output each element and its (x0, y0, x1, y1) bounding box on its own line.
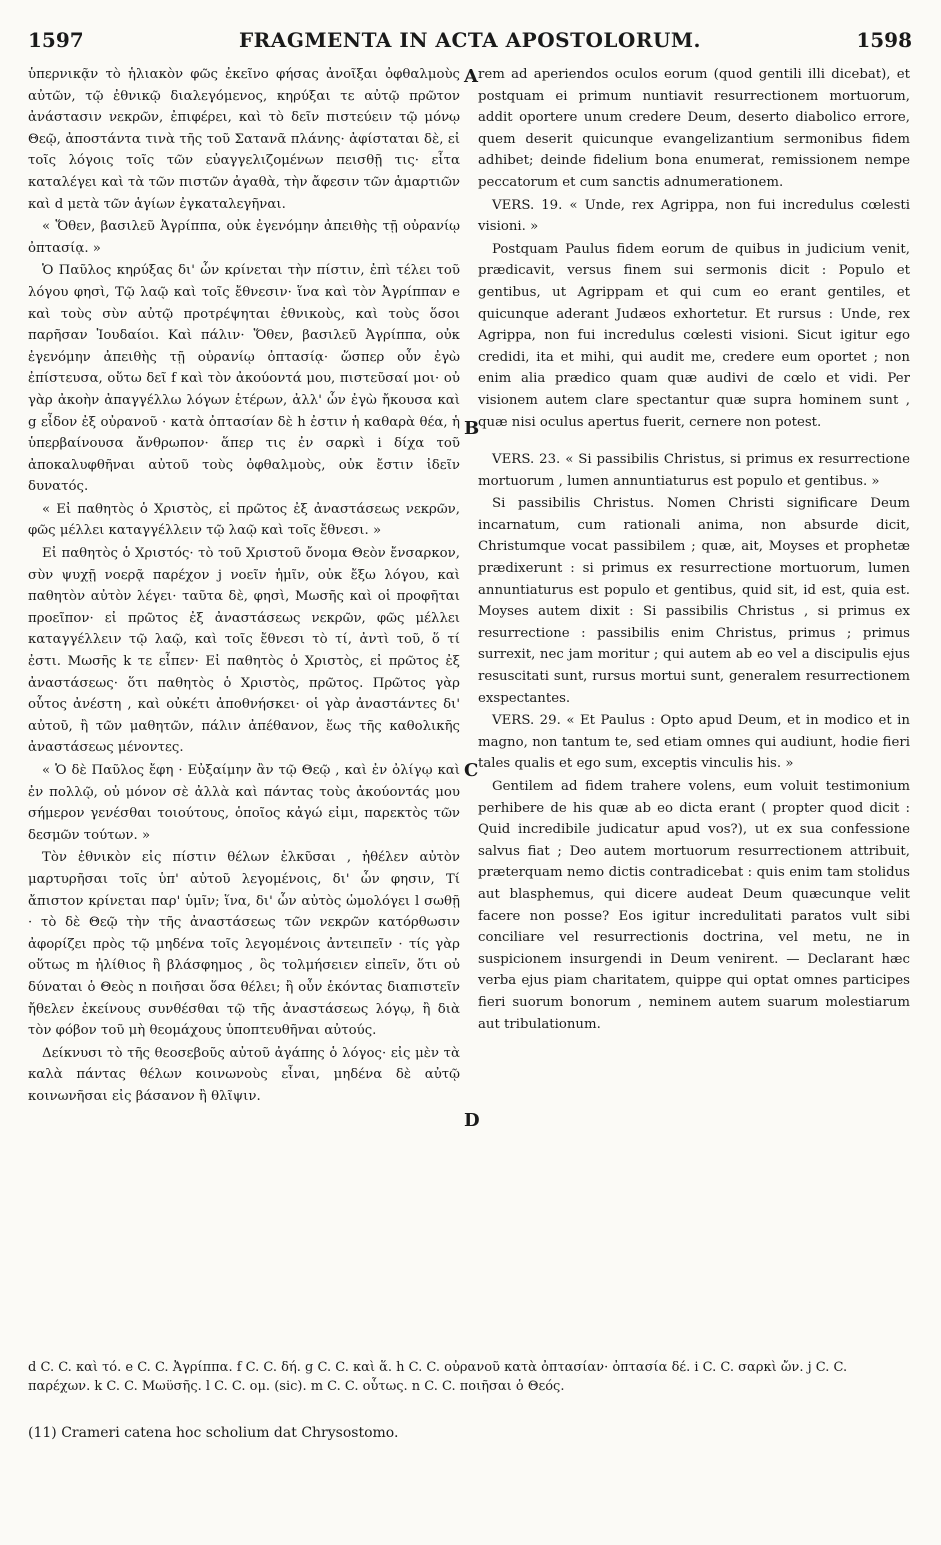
page-header (28, 28, 912, 58)
latin-paragraph: Postquam Paulus fidem eorum de quibus in judicium venit, prædicavit, versus finem sui sermonis dicit : Populo et gentibus, ut Agrippam et qui cum eo erant gentiles, et quicunque aderant Judæos exhortetur. Et rursus : Unde, rex Agrippa, non fui incredulus cœlesti visioni. Sicut igitur ego credidi, ita et mihi, qui audit me, credere eum oportet ; non enim alia prædico quam quæ audivi de cœlo et vidi. Per visionem autem clare spectantur quæ supra hominem sunt , quæ nisi oculus apertus fuerit, cernere non potest. (478, 241, 910, 430)
footnotes: d C. C. καὶ τό. e C. C. Ἀγρίππα. f C. C. δή. g C. C. καὶ ἅ. h C. C. οὐρανοῦ κατὰ ὀπτασίαν· ὀπτασία δέ. i C. C. σαρκὶ ὤν. j C. C. παρέχων. k C. C. Μωϋσῆς. l C. C. ομ. (sic). m C. C. οὗτως. n C. C. ποιῆσαι ὁ Θεός. (28, 1360, 848, 1394)
greek-paragraph: Εἰ παθητὸς ὁ Χριστός· τὸ τοῦ Χριστοῦ ὄνομα Θεὸν ἔνσαρκον, σὺν ψυχῇ νοερᾷ παρέχον j νοεῖν ἡμῖν, οὐκ ἔξω λόγου, καὶ παθητὸν αὐτὸν λέγει· ταῦτα δὲ, φησὶ, Μωσῆς καὶ οἱ προφῆται προεῖπον· εἰ πρῶτος ἐξ ἀναστάσεως νεκρῶν, φῶς μέλλει καταγγέλλειν τῷ λαῷ, καὶ τοῖς ἔθνεσι τὸ τί, ἀντὶ τοῦ, ὅ τί ἐστι. Μωσῆς k τε εἶπεν· Εἰ παθητὸς ὁ Χριστὸς, εἰ πρῶτος ἐξ ἀναστάσεως· ὅτι παθητὸς ὁ Χριστὸς, πρῶτος. Πρῶτος γὰρ οὗτος ἀνέστη , καὶ οὐκέτι ἀποθνήσκει· οἱ γὰρ ἀναστάντες δι' αὐτοῦ, ἢ τῶν μαθητῶν, πάλιν ἀπέθανον, ἕως τῆς καθολικῆς ἀναστάσεως μένοντες. (28, 546, 460, 756)
greek-quote: « Ὅθεν, βασιλεῦ Ἀγρίππα, οὐκ ἐγενόμην ἀπειθὴς τῇ οὐρανίῳ ὀπτασίᾳ. » (28, 219, 460, 256)
greek-paragraph: Δείκνυσι τὸ τῆς θεοσεβοῦς αὐτοῦ ἀγάπης ὁ λόγος· εἰς μὲν τὰ καλὰ πάντας θέλων κοινωνοὺς εἶναι, μηδένα δὲ αὐτῷ κοινωνῆσαι εἰς βάσανον ἢ θλῖψιν. (28, 1045, 460, 1104)
left-page-number: 1597 (28, 28, 84, 52)
bottom-note: (11) Crameri catena hoc scholium dat Chrysostomo. (28, 1425, 399, 1441)
latin-verse-heading: VERS. 23. « Si passibilis Christus, si primus ex resurrectione mortuorum , lumen annuntiaturus est populo et gentibus. » (478, 452, 910, 489)
running-title: FRAGMENTA IN ACTA APOSTOLORUM. (238, 28, 702, 52)
greek-quote: « Ὁ δὲ Παῦλος ἔφη · Εὐξαίμην ἂν τῷ Θεῷ , καὶ ἐν ὀλίγῳ καὶ ἐν πολλῷ, οὐ μόνον σὲ ἀλλὰ καὶ πάντας τοὺς ἀκούοντάς μου σήμερον γενέσθαι τοιούτους, ὁποῖος κἀγώ εἰμι, παρεκτὸς τῶν δεσμῶν τούτων. » (28, 763, 460, 843)
latin-paragraph: rem ad aperiendos oculos eorum (quod gentili illi dicebat), et postquam ei primum nuntiavit resurrectionem mortuorum, addit oportere unum credere Deum, deserto diabolico errore, quem deserit quicunque evangelizantium sermonibus fidem adhibet; deinde fidelium bona enumerat, remissionem nempe peccatorum et cum sanctis adnumerationem. (478, 67, 910, 190)
greek-paragraph: ὑπερνικᾷν τὸ ἡλιακὸν φῶς ἐκεῖνο φήσας ἀνοῖξαι ὀφθαλμοὺς αὐτῶν, τῷ ἐθνικῷ διαλεγόμενος, κηρύξαι τε αὐτῷ πρῶτον ἀνάστασιν νεκρῶν, ἐπιφέρει, καὶ τὸ δεῖν πιστεύειν τῷ μόνῳ Θεῷ, ἀποστάντα τινὰ τῆς τοῦ Σατανᾶ πλάνης· ἀφίσταται δὲ, εἰ τοῖς λόγοις τοῖς τῶν εὐαγγελιζομένων πεισθῇ τις· εἶτα καταλέγει καὶ τὰ τῶν πιστῶν ἀγαθὰ, τὴν ἄφεσιν τῶν ἁμαρτιῶν καὶ d μετὰ τῶν ἁγίων ἐγκαταλεγῆναι. (28, 67, 460, 212)
latin-column (478, 64, 910, 1036)
right-page-number: 1598 (856, 28, 912, 52)
column-marker-a: A (464, 66, 478, 87)
greek-paragraph: Ὁ Παῦλος κηρύξας δι' ὧν κρίνεται τὴν πίστιν, ἐπὶ τέλει τοῦ λόγου φησὶ, Τῷ λαῷ καὶ τοῖς ἔθνεσιν· ἵνα καὶ τὸν Ἀγρίππαν e καὶ τοὺς σὺν αὐτῷ προτρέψηται ἐθνικοὺς, καὶ τοὺς ὅσοι παρῆσαν Ἰουδαίοι. Καὶ πάλιν· Ὅθεν, βασιλεῦ Ἀγρίππα, οὐκ ἐγενόμην ἀπειθὴς τῇ οὐρανίῳ ὀπτασίᾳ· ὥσπερ οὖν ἐγὼ ἐπίστευσα, οὕτω δεῖ f καὶ τὸν ἀκούοντά μου, πιστεῦσαί μοι· οὐ γὰρ ἀκοὴν ἀπαγγέλλω λόγων ἑτέρων, ἀλλ' ὧν ἐγὼ ἤκουσα καὶ g εἶδον ἐξ οὐρανοῦ · κατὰ ὀπτασίαν δὲ h ἐστιν ἡ καθαρὰ θέα, ἡ ὑπερβαίνουσα ἄνθρωπον· ἅπερ τις ἐν σαρκὶ i δίχα τοῦ ἀποκαλυφθῆναι αὐτοῦ τοὺς ὀφθαλμοὺς, οὐκ ἔστιν ἰδεῖν δυνατός. (28, 263, 460, 495)
latin-verse-heading: VERS. 29. « Et Paulus : Opto apud Deum, et in modico et in magno, non tantum te, sed etiam omnes qui audiunt, hodie fieri tales qualis et ego sum, exceptis vinculis his. » (478, 713, 910, 772)
latin-paragraph: Si passibilis Christus. Nomen Christi significare Deum incarnatum, cum rationali anima, non absurde dicit, Christumque vocat passibilem ; quæ, ait, Moyses et prophetæ prædixerunt : si primus ex resurrectione mortuorum, lumen annuntiaturus est populo et gentibus, quid sit, id est, quia est. Moyses autem dixit : Si passibilis Christus , si primus ex resurrectione : passibilis enim Christus, primus ; primus surrexit, nec jam moritur ; qui autem ab eo vel a discipulis ejus resuscitati sunt, rursus mortui sunt, generalem resurrectionem exspectantes. (478, 496, 910, 706)
column-marker-d: D (464, 1110, 480, 1131)
column-marker-c: C (464, 760, 479, 781)
latin-paragraph: Gentilem ad fidem trahere volens, eum voluit testimonium perhibere de his quæ ab eo dicta erant ( propter quod dicit : Quid incredibile judicatur apud vos?), ut ex sua confessione salvus fiat ; Deo autem mortuorum resurrectionem attribuit, præterquam nemo dictis contradicebat : quis enim tam stolidus aut blasphemus, qui dicere audeat Deum quæcunque velit facere non posse? Eos igitur incredulitati paratos vult sibi conciliare vel resurrectionis doctrina, vel metu, ne in suspicionem insurgendi in Deum venirent. — Declarant hæc verba ejus piam charitatem, quippe qui optat omnes participes fieri suorum bonorum , neminem autem suarum molestiarum aut tribulationum. (478, 779, 910, 1032)
greek-column (28, 64, 460, 1109)
column-marker-b: B (464, 418, 480, 439)
greek-quote: « Εἰ παθητὸς ὁ Χριστὸς, εἰ πρῶτος ἐξ ἀναστάσεως νεκρῶν, φῶς μέλλει καταγγέλλειν τῷ λαῷ καὶ τοῖς ἔθνεσι. » (28, 501, 460, 539)
greek-paragraph: Τὸν ἐθνικὸν εἰς πίστιν θέλων ἑλκῦσαι , ἠθέλεν αὐτὸν μαρτυρῆσαι τοῖς ὑπ' αὐτοῦ λεγομένοις, δι' ὧν φησιν, Τί ἄπιστον κρίνεται παρ' ὑμῖν; ἵνα, δι' ὧν αὐτὸς ὡμολόγει l σωθῇ · τὸ δὲ Θεῷ τὴν τῆς ἀναστάσεως τῶν νεκρῶν κατόρθωσιν ἀφορίζει πρὸς τῷ μηδένα τοῖς λεγομένοις ἀντειπεῖν · τίς γὰρ οὕτως m ἠλίθιος ἢ βλάσφημος , ὃς τολμήσειεν εἰπεῖν, ὅτι οὐ δύναται ὁ Θεὸς n ποιῆσαι ὅσα θέλει; ἢ οὖν ἑκόντας διαπιστεῖν ἤθελεν ἐκείνους συνθέσθαι τῷ τῆς ἀναστάσεως λόγῳ, ἢ διὰ τὸν φόβον τοῦ μὴ θεομάχους ὑποπτευθῆναι αὐτούς. (28, 850, 460, 1039)
latin-verse-heading: VERS. 19. « Unde, rex Agrippa, non fui incredulus cœlesti visioni. » (478, 197, 910, 235)
